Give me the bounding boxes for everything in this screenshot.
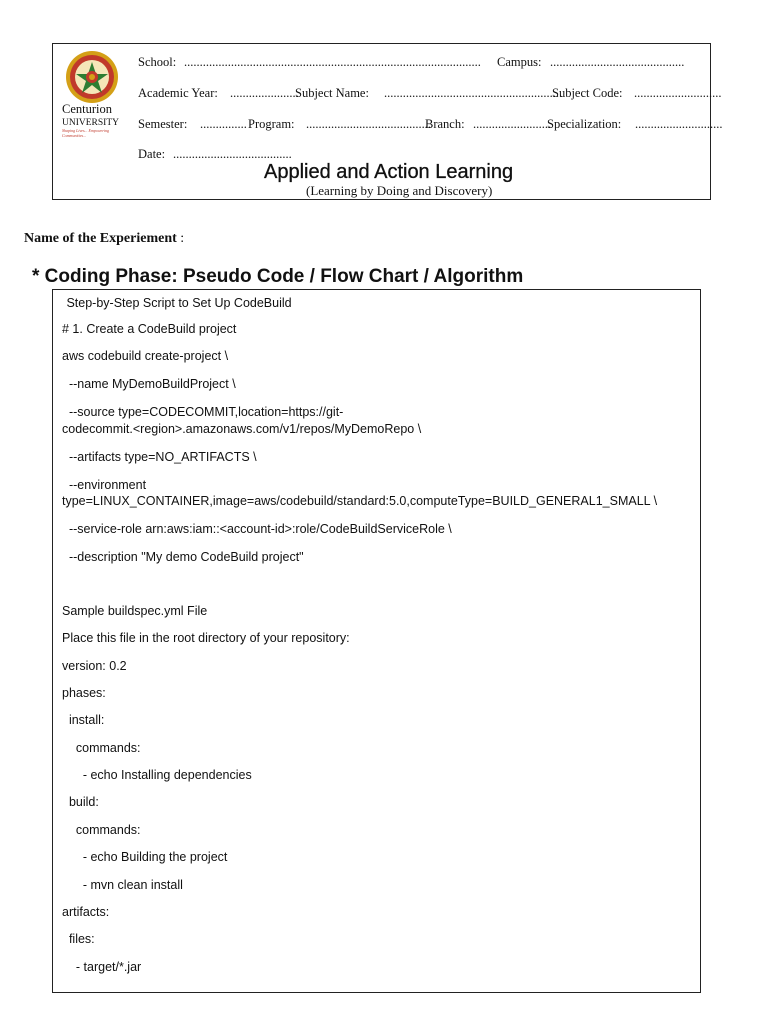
date-label: Date:: [138, 147, 166, 161]
code-line: Place this file in the root directory of your repository:: [62, 631, 350, 645]
document-title: Applied and Action Learning: [264, 161, 514, 183]
campus-field[interactable]: ...........................................: [550, 55, 685, 69]
university-name: [62, 103, 132, 129]
code-line: type=LINUX_CONTAINER,image=aws/codebuild/standard:5.0,computeType=BUILD_GENERAL1_SMALL \: [62, 494, 658, 508]
university-logo: [63, 50, 123, 170]
academic-year-field[interactable]: ......................: [230, 86, 299, 100]
specialization-label: Specialization:: [547, 117, 622, 131]
coding-phase-heading: * Coding Phase: Pseudo Code / Flow Chart / Algorithm: [32, 266, 524, 287]
code-box: [52, 289, 701, 993]
subject-code-label: Subject Code:: [552, 86, 623, 100]
code-line: version: 0.2: [62, 659, 127, 673]
code-line: - echo Installing dependencies: [62, 768, 252, 782]
program-label: Program:: [248, 117, 295, 131]
subject-name-field[interactable]: .........................................................: [384, 86, 563, 100]
academic-year-label: Academic Year:: [138, 86, 218, 100]
code-line: - echo Building the project: [62, 850, 228, 864]
university-name-line2: UNIVERSITY: [62, 118, 119, 128]
code-line: install:: [62, 713, 105, 727]
school-label: School:: [138, 55, 177, 69]
code-line: files:: [62, 932, 95, 946]
specialization-field[interactable]: ............................: [635, 117, 723, 131]
code-line: --service-role arn:aws:iam::<account-id>:role/CodeBuildServiceRole \: [62, 522, 452, 536]
code-line: Step-by-Step Script to Set Up CodeBuild: [63, 296, 292, 310]
semester-label: Semester:: [138, 117, 188, 131]
university-name-line1: Centurion: [62, 102, 112, 116]
branch-label: Branch:: [425, 117, 465, 131]
code-line: commands:: [62, 823, 141, 837]
code-line: phases:: [62, 686, 106, 700]
document-subtitle: (Learning by Doing and Discovery): [306, 183, 493, 198]
code-line: # 1. Create a CodeBuild project: [62, 322, 237, 336]
date-field[interactable]: ......................................: [173, 147, 292, 161]
code-line: --source type=CODECOMMIT,location=https://git-: [62, 405, 344, 419]
code-line: Sample buildspec.yml File: [62, 604, 208, 618]
code-line: --artifacts type=NO_ARTIFACTS \: [62, 450, 257, 464]
code-line: aws codebuild create-project \: [62, 349, 229, 363]
experiment-label-text: Name of the Experiement: [24, 231, 177, 246]
code-line: commands:: [62, 741, 141, 755]
code-line: codecommit.<region>.amazonaws.com/v1/repos/MyDemoRepo \: [62, 422, 422, 436]
code-line: --description "My demo CodeBuild project": [62, 550, 304, 564]
branch-field[interactable]: .........................: [473, 117, 552, 131]
code-line: - mvn clean install: [62, 878, 183, 892]
program-field[interactable]: ........................................: [306, 117, 431, 131]
school-field[interactable]: ...............................................................................................: [184, 55, 481, 69]
university-tagline: Shaping Lives... Empowering Communities...: [62, 128, 109, 138]
document-header: [52, 43, 723, 200]
code-line: build:: [62, 795, 99, 809]
experiment-colon: :: [176, 231, 185, 246]
code-line: --name MyDemoBuildProject \: [62, 377, 236, 391]
code-line: - target/*.jar: [62, 960, 142, 974]
subject-name-label: Subject Name:: [295, 86, 369, 100]
subject-code-field[interactable]: ............................: [634, 86, 722, 100]
experiment-name-label: [24, 231, 184, 247]
code-line: artifacts:: [62, 905, 110, 919]
semester-field[interactable]: ...............: [200, 117, 247, 131]
campus-label: Campus:: [497, 55, 542, 69]
university-seal-icon: [65, 50, 119, 104]
code-line: --environment: [62, 478, 147, 492]
